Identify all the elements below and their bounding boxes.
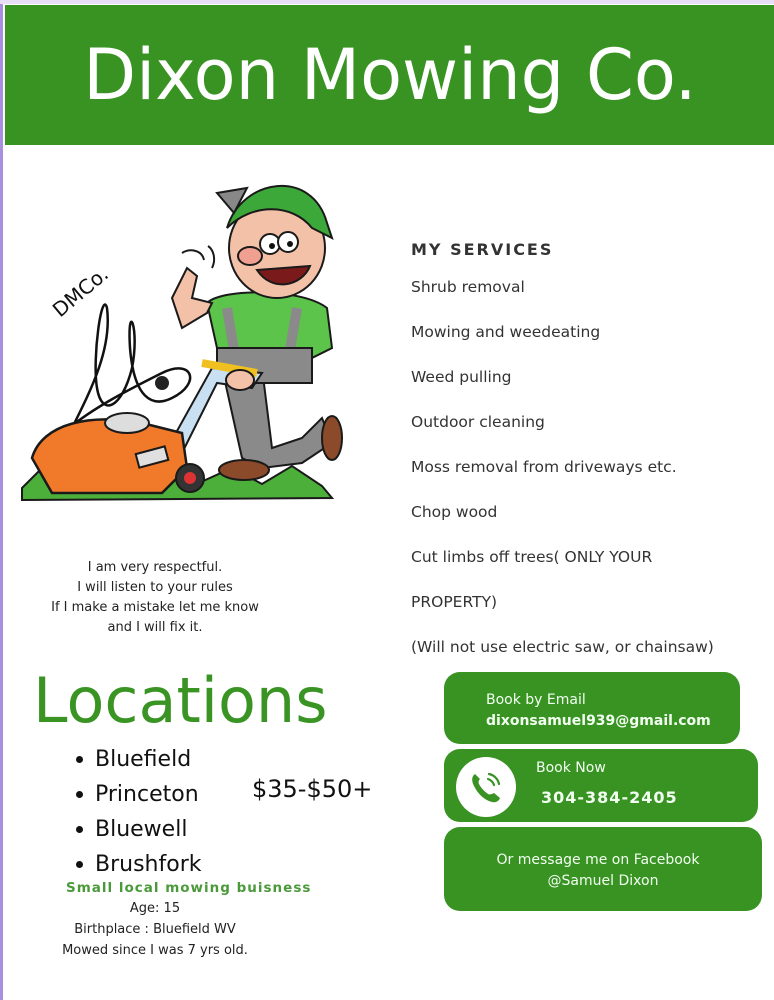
email-address[interactable]: dixonsamuel939@gmail.com — [486, 713, 711, 729]
location-item: Brushfork — [76, 847, 201, 882]
email-label: Book by Email — [486, 692, 586, 708]
bio-text — [40, 898, 270, 961]
location-item: Bluefield — [76, 742, 201, 777]
service-item: Outdoor cleaning — [411, 413, 545, 431]
about-line: and I will fix it. — [107, 620, 203, 635]
bullet-icon — [76, 861, 83, 868]
locations-heading: Locations — [33, 664, 328, 737]
services-list — [411, 276, 771, 681]
header-banner — [5, 5, 774, 145]
phone-number[interactable]: 304-384-2405 — [541, 788, 678, 807]
page-left-border — [0, 0, 3, 1000]
bio-birthplace: Birthplace : Bluefield WV — [74, 922, 236, 937]
page-top-border — [0, 0, 774, 4]
bio-experience: Mowed since I was 7 yrs old. — [62, 943, 248, 958]
about-line: If I make a mistake let me know — [51, 600, 259, 615]
service-item: Weed pulling — [411, 368, 512, 386]
service-item: Chop wood — [411, 503, 498, 521]
business-title: Dixon Mowing Co. — [82, 34, 697, 116]
bullet-icon — [76, 756, 83, 763]
facebook-contact-button[interactable] — [444, 827, 762, 911]
location-item: Bluewell — [76, 812, 201, 847]
phone-label: Book Now — [536, 760, 606, 776]
service-item: Cut limbs off trees( ONLY YOUR — [411, 548, 653, 566]
bullet-icon — [76, 826, 83, 833]
service-item: Moss removal from driveways etc. — [411, 458, 677, 476]
phone-icon — [456, 757, 516, 817]
services-heading: MY SERVICES — [411, 240, 554, 259]
service-item: (Will not use electric saw, or chainsaw) — [411, 638, 714, 656]
tagline: Small local mowing buisness — [66, 880, 312, 896]
facebook-handle[interactable]: @Samuel Dixon — [547, 873, 659, 889]
book-now-button[interactable] — [444, 749, 758, 822]
facebook-label: Or message me on Facebook — [496, 852, 700, 868]
about-line: I will listen to your rules — [77, 580, 233, 595]
mower-man-icon — [12, 168, 372, 508]
signature-text: DMCo. — [47, 261, 113, 322]
location-item: Princeton — [76, 777, 201, 812]
service-item: PROPERTY) — [411, 593, 498, 611]
service-item: Shrub removal — [411, 278, 525, 296]
about-text — [20, 558, 290, 638]
mower-man-illustration — [12, 168, 372, 508]
service-item: Mowing and weedeating — [411, 323, 601, 341]
price-range: $35-$50+ — [252, 775, 373, 803]
locations-list — [76, 742, 201, 882]
about-line: I am very respectful. — [87, 560, 223, 575]
services-section — [411, 240, 771, 681]
bullet-icon — [76, 791, 83, 798]
bio-age: Age: 15 — [129, 901, 181, 916]
book-by-email-button[interactable] — [444, 672, 740, 744]
